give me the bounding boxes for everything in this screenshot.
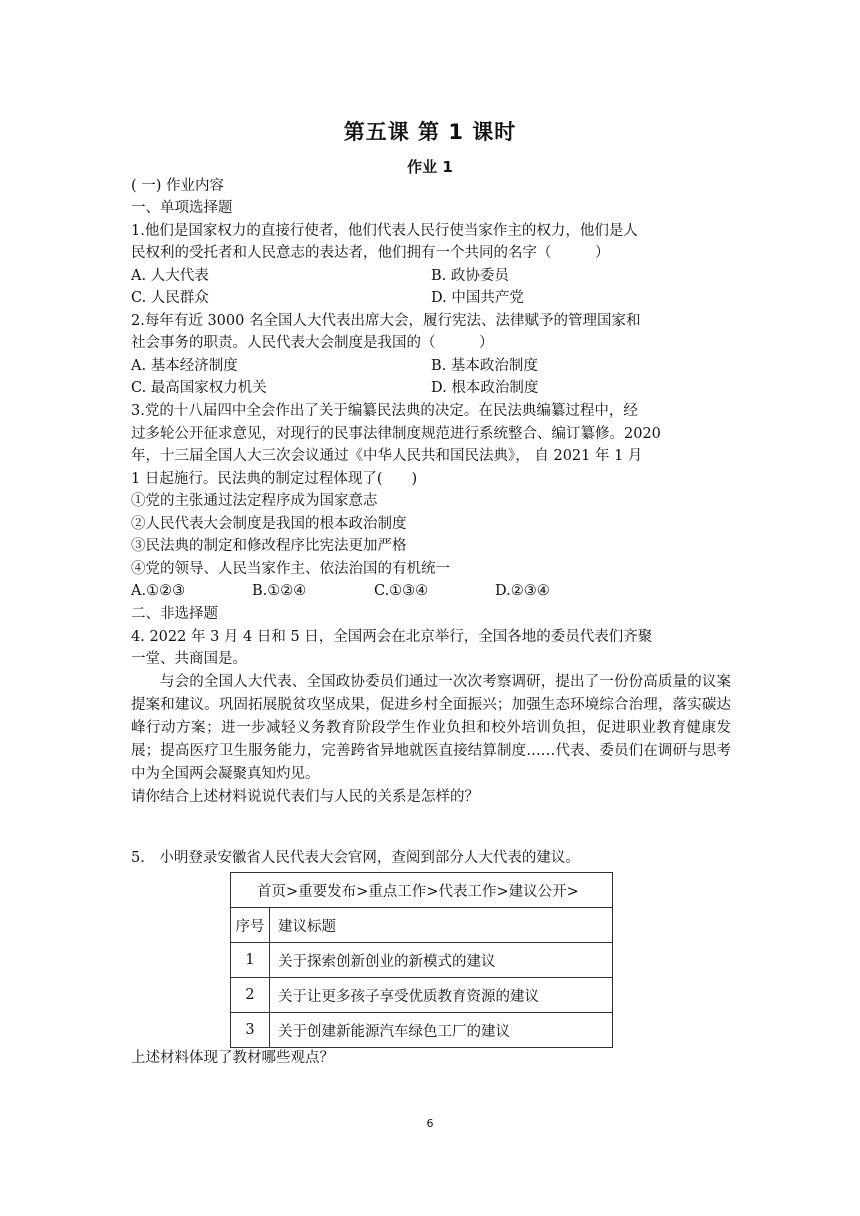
question-1-option-d: D. 中国共产党 (431, 290, 524, 306)
suggestion-table (230, 872, 613, 1048)
question-2-option-a: A. 基本经济制度 (131, 358, 238, 374)
question-3-option-a: A.①②③ (131, 583, 186, 599)
row-title: 关于让更多孩子享受优质教育资源的建议 (270, 978, 613, 1013)
question-2-option-d: D. 根本政治制度 (431, 380, 539, 396)
row-number: 1 (231, 943, 270, 978)
table-header-row (231, 908, 613, 943)
question-5-stem: 5. 小明登录安徽省人民代表大会官网，查阅到部分人大代表的建议。 (131, 850, 580, 866)
question-3-stem: 年，十三届全国人大三次会议通过《中华人民共和国民法典》， 自 2021 年 1 月 (131, 448, 643, 464)
question-1-option-b: B. 政协委员 (431, 268, 509, 284)
page-number: 6 (426, 1117, 434, 1130)
question-3-option-b: B.①②④ (252, 583, 307, 599)
question-3-option-d: D.②③④ (495, 583, 550, 599)
question-4-material: 与会的全国人大代表、全国政协委员们通过一次次考察调研，提出了一份份高质量的议案提案和建议。巩固拓展脱贫攻坚成果，促进乡村全面振兴；加强生态环境综合治理，落实碳达峰行动方案；进一步减轻义务教育阶段学生作业负担和校外培训负担，促进职业教育健康发展；提高医疗卫生服务能力，完善跨省异地就医直接结算制度……代表、委员们在调研与思考中为全国两会凝聚真知灼见。 (131, 674, 731, 782)
section-heading: 一、单项选择题 (131, 200, 233, 216)
section-heading: 二、非选择题 (131, 606, 218, 622)
table-row (231, 943, 613, 978)
table-breadcrumb: 首页>重要发布>重点工作>代表工作>建议公开> (231, 873, 613, 908)
question-3-stem: 过多轮公开征求意见，对现行的民事法律制度规范进行系统整合、编订纂修。2020 (131, 426, 661, 442)
question-2-stem: 社会事务的职责。人民代表大会制度是我国的（ ） (131, 335, 494, 351)
question-4-stem: 一堂、共商国是。 (131, 651, 247, 667)
question-3-stem: 1 日起施行。民法典的制定过程体现了( ) (131, 471, 418, 487)
question-4-prompt: 请你结合上述材料说说代表们与人民的关系是怎样的？ (131, 789, 479, 805)
table-row (231, 1013, 613, 1048)
page-subtitle: 作业 1 (407, 158, 453, 176)
question-2-option-c: C. 最高国家权力机关 (131, 380, 267, 396)
question-3-stem: 3.党的十八届四中全会作出了关于编纂民法典的决定。在民法典编纂过程中，经 (131, 403, 638, 419)
question-3-statement: ②人民代表大会制度是我国的根本政治制度 (131, 516, 407, 532)
column-header: 建议标题 (270, 908, 613, 943)
table-row (231, 978, 613, 1013)
page-title: 第五课 第 1 课时 (343, 120, 517, 144)
question-1-stem: 民权利的受托者和人民意志的表达者，他们拥有一个共同的名字（ ） (131, 245, 610, 261)
question-3-statement: ①党的主张通过法定程序成为国家意志 (131, 493, 378, 509)
question-1-stem: 1.他们是国家权力的直接行使者，他们代表人民行使当家作主的权力，他们是人 (131, 223, 638, 239)
question-3-option-c: C.①③④ (374, 583, 429, 599)
question-2-stem: 2.每年有近 3000 名全国人大代表出席大会，履行宪法、法律赋予的管理国家和 (131, 313, 641, 329)
section-heading: ( 一) 作业内容 (131, 178, 225, 194)
question-4-stem: 4. 2022 年 3 月 4 日和 5 日，全国两会在北京举行，全国各地的委员代表们齐聚 (131, 629, 653, 645)
row-title: 关于创建新能源汽车绿色工厂的建议 (270, 1013, 613, 1048)
row-title: 关于探索创新创业的新模式的建议 (270, 943, 613, 978)
question-3-statement: ④党的领导、人民当家作主、依法治国的有机统一 (131, 561, 450, 577)
question-2-option-b: B. 基本政治制度 (431, 358, 538, 374)
question-5-prompt: 上述材料体现了教材哪些观点？ (131, 1050, 334, 1066)
row-number: 3 (231, 1013, 270, 1048)
question-3-statement: ③民法典的制定和修改程序比宪法更加严格 (131, 538, 407, 554)
column-header: 序号 (231, 908, 270, 943)
row-number: 2 (231, 978, 270, 1013)
question-1-option-c: C. 人民群众 (131, 290, 209, 306)
question-1-option-a: A. 人大代表 (131, 268, 209, 284)
